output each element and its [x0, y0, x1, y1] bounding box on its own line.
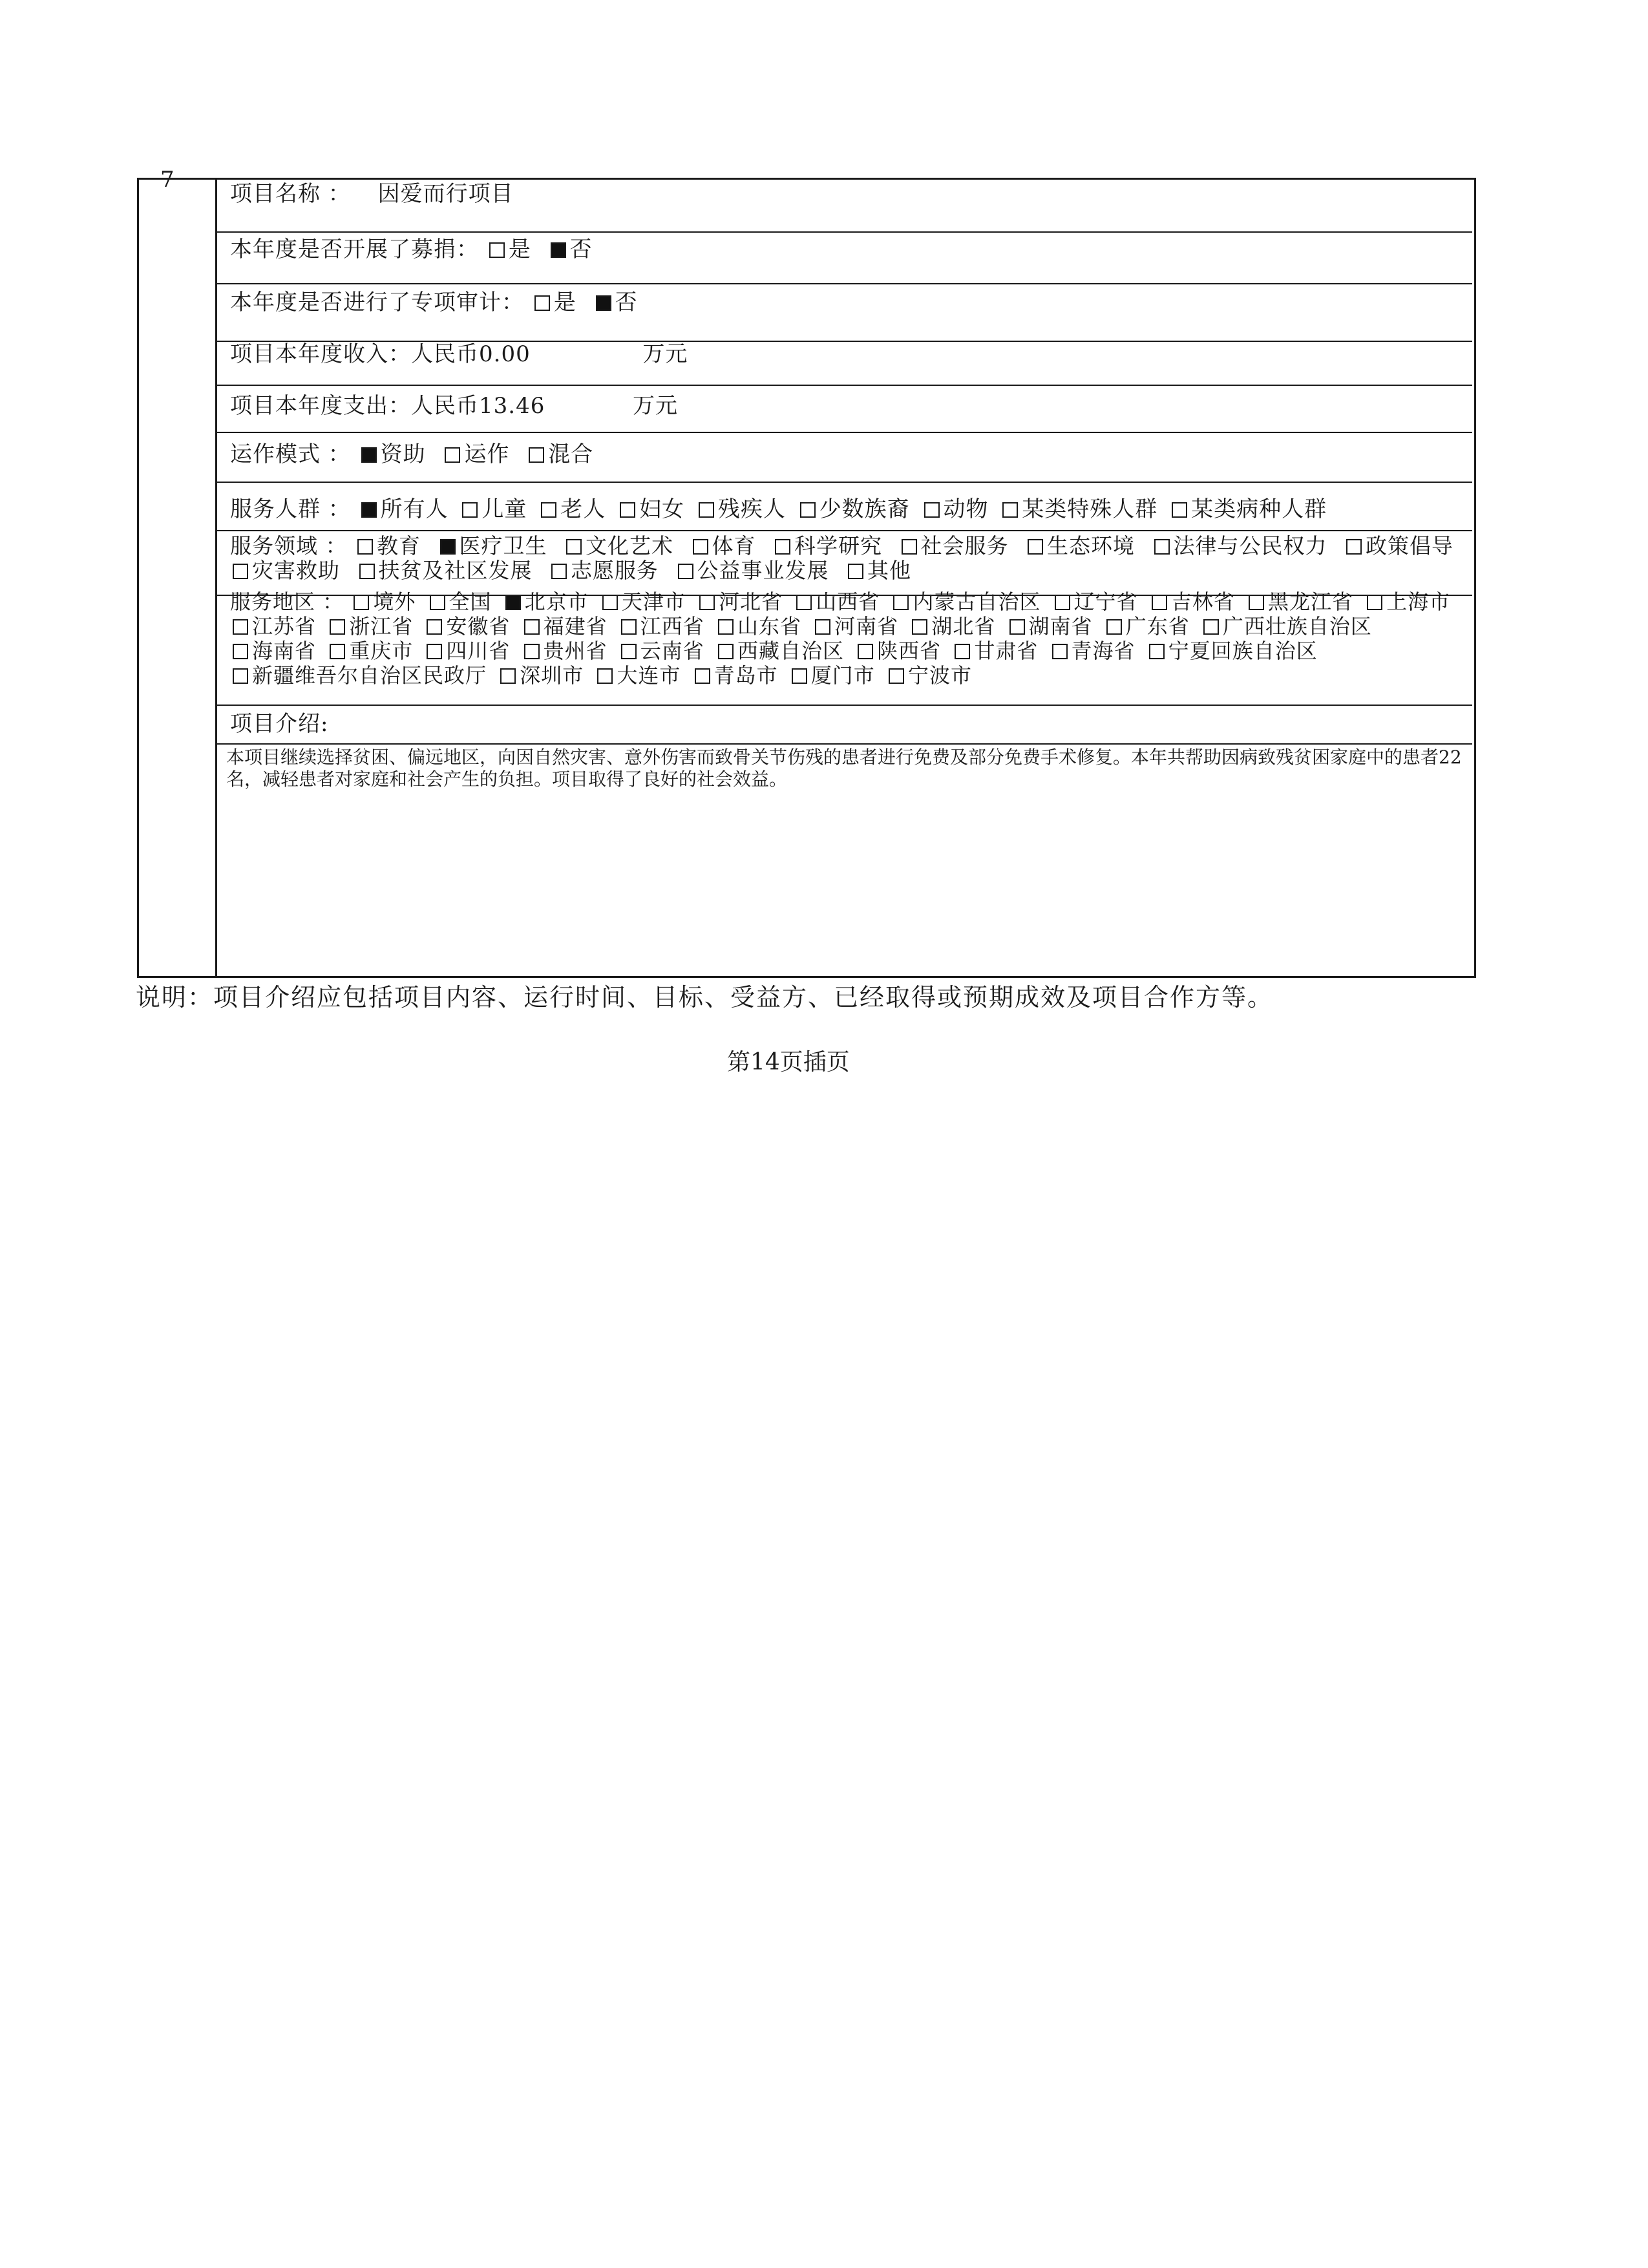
checkbox[interactable]: [602, 595, 618, 610]
operation-mode-label: 运作模式 ：: [230, 441, 351, 467]
option-label: 甘肃省: [974, 639, 1039, 663]
option-label: 河南省: [834, 614, 899, 639]
option-item: [593, 290, 638, 315]
checkbox[interactable]: [500, 668, 516, 684]
option-item: [564, 533, 673, 558]
option-label: 青岛市: [713, 663, 778, 688]
option-item: [1007, 614, 1093, 639]
option-item: [427, 589, 492, 614]
option-label: 动物: [943, 496, 989, 522]
option-item: [798, 496, 910, 522]
option-label: 境外: [373, 589, 416, 614]
option-item: [359, 441, 426, 467]
checkbox[interactable]: [462, 502, 478, 518]
service-people-options: [359, 496, 1331, 522]
expense-unit: 万元: [632, 393, 678, 419]
option-item: [522, 614, 607, 639]
fundraising-question: 本年度是否开展了募捐：: [230, 237, 479, 262]
checkbox[interactable]: [912, 619, 927, 635]
checkbox[interactable]: [1346, 539, 1362, 555]
checkbox[interactable]: [699, 595, 715, 610]
option-label: 重庆市: [349, 639, 414, 663]
service-area-options: [230, 589, 1454, 688]
option-label: 否: [569, 237, 593, 262]
checkbox[interactable]: [1052, 644, 1068, 659]
operation-mode-row: [230, 436, 602, 468]
option-item: [675, 558, 829, 583]
expense-row: [230, 388, 678, 419]
checkbox[interactable]: [233, 564, 248, 579]
checkbox[interactable]: [902, 539, 917, 555]
option-label: 宁夏回族自治区: [1168, 639, 1318, 663]
option-item: [617, 496, 684, 522]
row-divider: [215, 705, 1472, 706]
checkbox[interactable]: [693, 539, 708, 555]
option-label: 社会服务: [920, 533, 1009, 558]
option-label: 宁波市: [907, 663, 972, 688]
option-label: 吉林省: [1170, 589, 1235, 614]
option-label: 辽宁省: [1073, 589, 1138, 614]
footnote: 说明：项目介绍应包括项目内容、运行时间、目标、受益方、已经取得或预期成效及项目合作方等。: [136, 983, 1274, 1012]
option-item: [715, 639, 844, 663]
intro-text: 本项目继续选择贫困、偏远地区，向因自然灾害、意外伤害而致骨关节伤残的患者进行免费及部分免费手术修复。本年共帮助因病致残贫困家庭中的患者22名，减轻患者对家庭和社会产生的负担。项目取得了良好的社会效益。: [226, 747, 1462, 790]
option-item: [909, 614, 995, 639]
option-item: [522, 639, 607, 663]
option-label: 医疗卫生: [459, 533, 547, 558]
checkbox[interactable]: [699, 502, 714, 518]
checkbox[interactable]: [858, 644, 873, 659]
option-label: 是: [508, 237, 531, 262]
option-label: 贵州省: [543, 639, 607, 663]
option-item: [327, 614, 413, 639]
checkbox[interactable]: [621, 644, 637, 659]
checkbox[interactable]: [1002, 502, 1018, 518]
option-label: 江苏省: [252, 614, 317, 639]
option-item: [772, 533, 882, 558]
checkbox[interactable]: [796, 595, 812, 610]
option-item: [424, 639, 510, 663]
fundraising-options: [487, 237, 602, 262]
checkbox[interactable]: [718, 644, 734, 659]
option-item: [715, 614, 801, 639]
option-item: [438, 533, 547, 558]
checkbox[interactable]: [430, 595, 445, 610]
checkbox[interactable]: [357, 539, 373, 555]
option-label: 湖北省: [931, 614, 996, 639]
option-item: [1344, 533, 1453, 558]
option-item: [952, 639, 1038, 663]
checkbox[interactable]: [1106, 619, 1122, 635]
checkbox[interactable]: [893, 595, 909, 610]
checked-checkbox[interactable]: [596, 295, 611, 311]
service-field-label: 服务领域 ：: [230, 533, 348, 558]
checkbox[interactable]: [330, 619, 345, 635]
option-label: 西藏自治区: [737, 639, 844, 663]
option-item: [487, 237, 531, 262]
option-label: 资助: [380, 441, 426, 467]
option-item: [1246, 589, 1353, 614]
checkbox[interactable]: [924, 502, 940, 518]
option-label: 内蒙古自治区: [913, 589, 1041, 614]
checkbox[interactable]: [1055, 595, 1070, 610]
option-item: [1050, 639, 1136, 663]
option-item: [922, 496, 989, 522]
option-item: [1104, 614, 1190, 639]
option-item: [1364, 589, 1450, 614]
option-label: 少数族裔: [819, 496, 910, 522]
option-label: 妇女: [639, 496, 685, 522]
option-item: [1052, 589, 1138, 614]
option-item: [359, 496, 449, 522]
option-item: [355, 533, 421, 558]
option-label: 天津市: [621, 589, 686, 614]
checkbox[interactable]: [718, 619, 734, 635]
checkbox[interactable]: [330, 644, 345, 659]
option-item: [549, 558, 659, 583]
option-item: [538, 496, 606, 522]
option-label: 江西省: [640, 614, 704, 639]
checkbox[interactable]: [955, 644, 970, 659]
option-label: 深圳市: [520, 663, 584, 688]
checkbox[interactable]: [621, 619, 637, 635]
checkbox[interactable]: [815, 619, 830, 635]
option-item: [548, 237, 593, 262]
checkbox[interactable]: [489, 242, 505, 258]
checkbox[interactable]: [233, 668, 248, 684]
checkbox[interactable]: [529, 447, 544, 463]
checked-checkbox[interactable]: [361, 502, 377, 518]
option-label: 福建省: [543, 614, 607, 639]
option-label: 儿童: [481, 496, 527, 522]
checkbox[interactable]: [524, 644, 540, 659]
option-label: 教育: [377, 533, 421, 558]
option-item: [812, 614, 898, 639]
option-label: 厦门市: [810, 663, 875, 688]
option-item: [442, 441, 509, 467]
row-divider: [215, 482, 1472, 483]
option-item: [357, 558, 533, 583]
option-item: [526, 441, 593, 467]
option-label: 四川省: [446, 639, 511, 663]
checkbox[interactable]: [1149, 644, 1165, 659]
option-label: 山西省: [816, 589, 880, 614]
service-field-block: [230, 534, 1468, 583]
row-divider: [215, 432, 1472, 433]
checkbox[interactable]: [541, 502, 556, 518]
option-label: 灾害救助: [252, 558, 340, 583]
checkbox[interactable]: [848, 564, 863, 579]
checkbox[interactable]: [534, 295, 550, 311]
checkbox[interactable]: [620, 502, 635, 518]
option-label: 老人: [560, 496, 606, 522]
audit-options: [532, 290, 647, 315]
option-label: 陕西省: [877, 639, 942, 663]
option-item: [794, 589, 880, 614]
intro-label: 项目介绍:: [230, 711, 329, 737]
option-label: 广西壮族自治区: [1222, 614, 1372, 639]
option-label: 浙江省: [349, 614, 414, 639]
option-label: 青海省: [1071, 639, 1136, 663]
checkbox[interactable]: [678, 564, 693, 579]
option-item: [230, 663, 487, 688]
service-field-options: [230, 533, 1463, 583]
page-label: 第14页插页: [727, 1049, 850, 1076]
option-item: [600, 589, 686, 614]
option-item: [886, 663, 972, 688]
option-label: 上海市: [1386, 589, 1451, 614]
operation-mode-options: [359, 441, 603, 467]
option-item: [697, 589, 783, 614]
option-item: [692, 663, 778, 688]
checkbox[interactable]: [1203, 619, 1219, 635]
checkbox[interactable]: [1367, 595, 1382, 610]
option-label: 新疆维吾尔自治区民政厅: [252, 663, 487, 688]
option-label: 河北省: [719, 589, 783, 614]
option-label: 混合: [548, 441, 594, 467]
checkbox[interactable]: [359, 564, 375, 579]
option-label: 体育: [712, 533, 756, 558]
option-label: 其他: [867, 558, 911, 583]
option-item: [460, 496, 527, 522]
checkbox[interactable]: [427, 619, 442, 635]
option-item: [503, 589, 589, 614]
checkbox[interactable]: [524, 619, 540, 635]
option-label: 黑龙江省: [1268, 589, 1354, 614]
option-item: [351, 589, 416, 614]
project-serial: 7: [160, 167, 174, 193]
checked-checkbox[interactable]: [440, 539, 456, 555]
checkbox[interactable]: [775, 539, 790, 555]
checkbox[interactable]: [233, 619, 248, 635]
checkbox[interactable]: [551, 564, 567, 579]
service-area-label: 服务地区 ：: [230, 589, 344, 614]
option-item: [1201, 614, 1372, 639]
column-divider: [215, 178, 217, 978]
option-item: [1149, 589, 1235, 614]
row-divider: [215, 385, 1472, 386]
checkbox[interactable]: [800, 502, 816, 518]
service-people-row: [230, 491, 1331, 523]
option-label: 否: [615, 290, 638, 315]
option-label: 扶贫及社区发展: [378, 558, 533, 583]
option-item: [618, 639, 704, 663]
option-item: [1025, 533, 1135, 558]
checkbox[interactable]: [1172, 502, 1187, 518]
fundraising-row: [230, 231, 602, 263]
option-label: 公益事业发展: [697, 558, 829, 583]
option-item: [696, 496, 786, 522]
income-unit: 万元: [642, 341, 688, 367]
option-item: [618, 614, 704, 639]
project-name-row: [230, 176, 514, 207]
audit-row: [230, 284, 647, 316]
checkbox[interactable]: [1154, 539, 1170, 555]
checkbox[interactable]: [445, 447, 460, 463]
row-divider: [215, 530, 1472, 531]
option-label: 志愿服务: [571, 558, 659, 583]
option-label: 生态环境: [1047, 533, 1135, 558]
project-name-value: 因爱而行项目: [377, 181, 514, 207]
option-label: 大连市: [617, 663, 681, 688]
checkbox[interactable]: [1249, 595, 1264, 610]
income-row: [230, 336, 688, 368]
option-item: [855, 639, 941, 663]
option-item: [498, 663, 584, 688]
audit-question: 本年度是否进行了专项审计：: [230, 290, 524, 315]
option-label: 政策倡导: [1366, 533, 1453, 558]
option-item: [230, 558, 340, 583]
checkbox[interactable]: [233, 644, 248, 659]
option-item: [532, 290, 576, 315]
option-label: 文化艺术: [586, 533, 673, 558]
option-label: 所有人: [380, 496, 449, 522]
option-label: 海南省: [252, 639, 317, 663]
project-name-label: 项目名称 ：: [230, 181, 351, 207]
option-label: 科学研究: [794, 533, 882, 558]
option-label: 法律与公民权力: [1173, 533, 1327, 558]
checkbox[interactable]: [1009, 619, 1025, 635]
option-item: [845, 558, 911, 583]
checkbox[interactable]: [1028, 539, 1043, 555]
option-label: 山东省: [737, 614, 801, 639]
option-label: 残疾人: [717, 496, 786, 522]
option-item: [891, 589, 1041, 614]
option-label: 运作: [464, 441, 510, 467]
option-item: [327, 639, 413, 663]
checked-checkbox[interactable]: [361, 447, 377, 463]
checkbox[interactable]: [427, 644, 442, 659]
checked-checkbox[interactable]: [505, 595, 521, 610]
checkbox[interactable]: [792, 668, 807, 684]
option-label: 全国: [449, 589, 492, 614]
option-label: 安徽省: [446, 614, 511, 639]
option-item: [690, 533, 756, 558]
service-area-block: [230, 589, 1468, 688]
option-label: 云南省: [640, 639, 704, 663]
option-item: [1152, 533, 1327, 558]
checkbox[interactable]: [354, 595, 369, 610]
row-divider: [215, 743, 1472, 745]
option-item: [1146, 639, 1318, 663]
checkbox[interactable]: [566, 539, 582, 555]
checkbox[interactable]: [597, 668, 613, 684]
option-label: 湖南省: [1028, 614, 1093, 639]
checked-checkbox[interactable]: [551, 242, 566, 258]
option-item: [899, 533, 1009, 558]
checkbox[interactable]: [695, 668, 710, 684]
option-label: 某类病种人群: [1191, 496, 1327, 522]
service-people-label: 服务人群 ：: [230, 496, 351, 522]
income-label: 项目本年度收入：人民币0.00: [230, 341, 531, 367]
option-label: 某类特殊人群: [1022, 496, 1158, 522]
checkbox[interactable]: [1152, 595, 1167, 610]
option-label: 广东省: [1125, 614, 1190, 639]
option-item: [1169, 496, 1327, 522]
option-item: [230, 614, 316, 639]
option-item: [1000, 496, 1157, 522]
option-item: [595, 663, 681, 688]
option-label: 北京市: [524, 589, 589, 614]
option-label: 是: [553, 290, 576, 315]
option-item: [424, 614, 510, 639]
option-item: [230, 639, 316, 663]
option-item: [789, 663, 875, 688]
checkbox[interactable]: [889, 668, 904, 684]
expense-label: 项目本年度支出：人民币13.46: [230, 393, 545, 419]
